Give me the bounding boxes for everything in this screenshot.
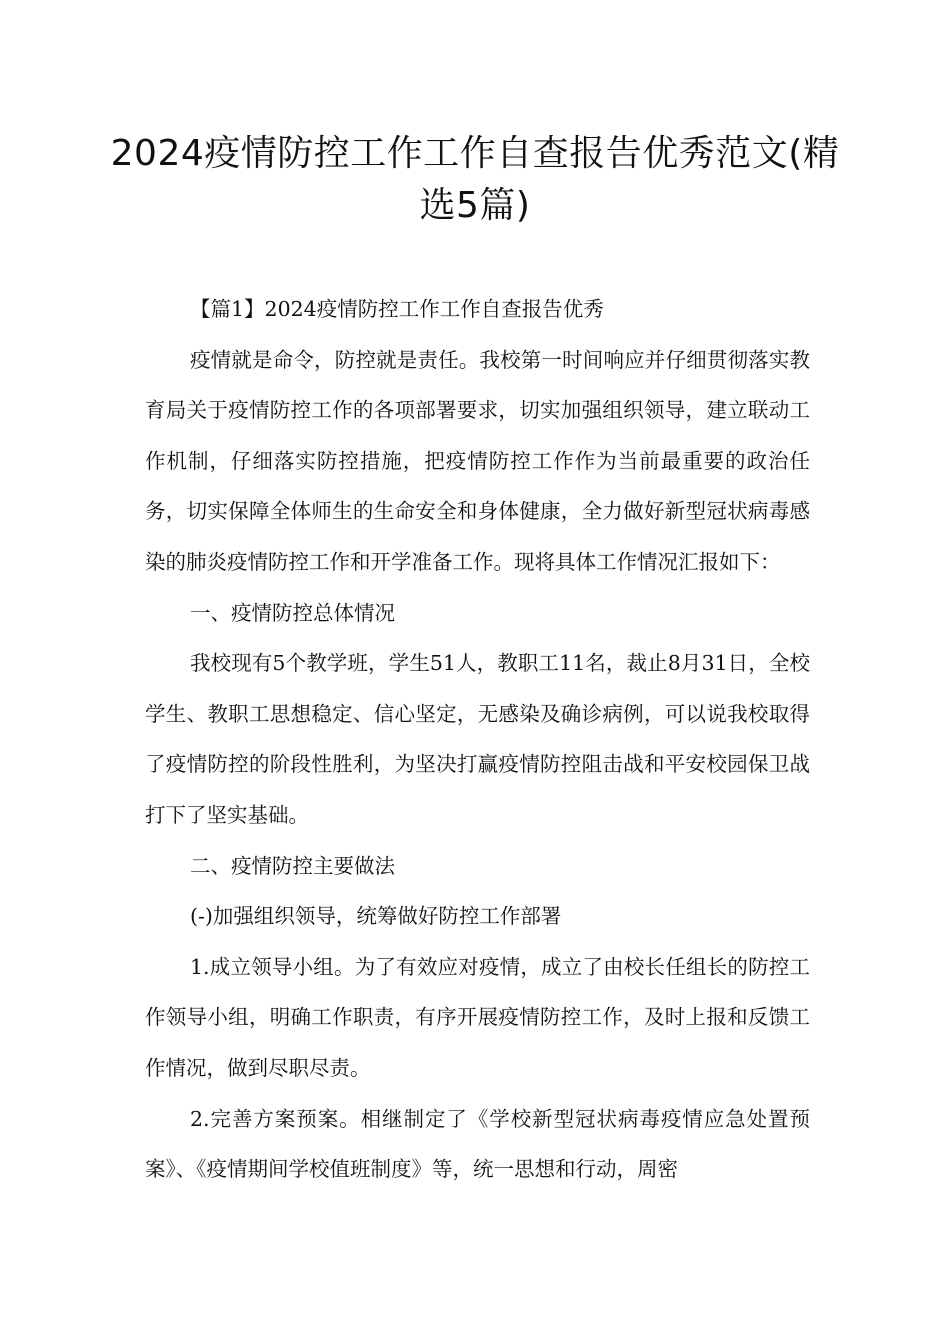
section-heading: 二、疫情防控主要做法: [190, 853, 395, 878]
paragraph: 疫情就是命令，防控就是责任。我校第一时间响应并仔细贯彻落实教育局关于疫情防控工作的各项部署要求，切实加强组织领导，建立联动工作机制，仔细落实防控措施，把疫情防控工作作为当前最重要的政治任务，切实保障全体师生的生命安全和身体健康，全力做好新型冠状病毒感染的肺炎疫情防控工作和开学准备工作。现将具体工作情况汇报如下：: [145, 347, 810, 574]
paragraph: 1.成立领导小组。为了有效应对疫情，成立了由校长任组长的防控工作领导小组，明确工作职责，有序开展疫情防控工作，及时上报和反馈工作情况，做到尽职尽责。: [145, 954, 810, 1080]
section-heading: 【篇1】2024疫情防控工作工作自查报告优秀: [190, 297, 604, 321]
subsection-heading: (-)加强组织领导，统筹做好防控工作部署: [190, 904, 562, 929]
section-heading: 一、疫情防控总体情况: [190, 600, 395, 625]
paragraph: 我校现有5个教学班，学生51人，教职工11名，裁止8月31日，全校学生、教职工思想稳定、信心坚定，无感染及确诊病例，可以说我校取得了疫情防控的阶段性胜利，为坚决打赢疫情防控阻击战和平安校园保卫战打下了坚实基础。: [145, 651, 810, 827]
document-body: [145, 284, 810, 1195]
paragraph: 2.完善方案预案。相继制定了《学校新型冠状病毒疫情应急处置预案》、《疫情期间学校值班制度》等，统一思想和行动，周密: [145, 1106, 810, 1182]
document-title: 2024疫情防控工作工作自查报告优秀范文(精选5篇): [110, 133, 840, 226]
